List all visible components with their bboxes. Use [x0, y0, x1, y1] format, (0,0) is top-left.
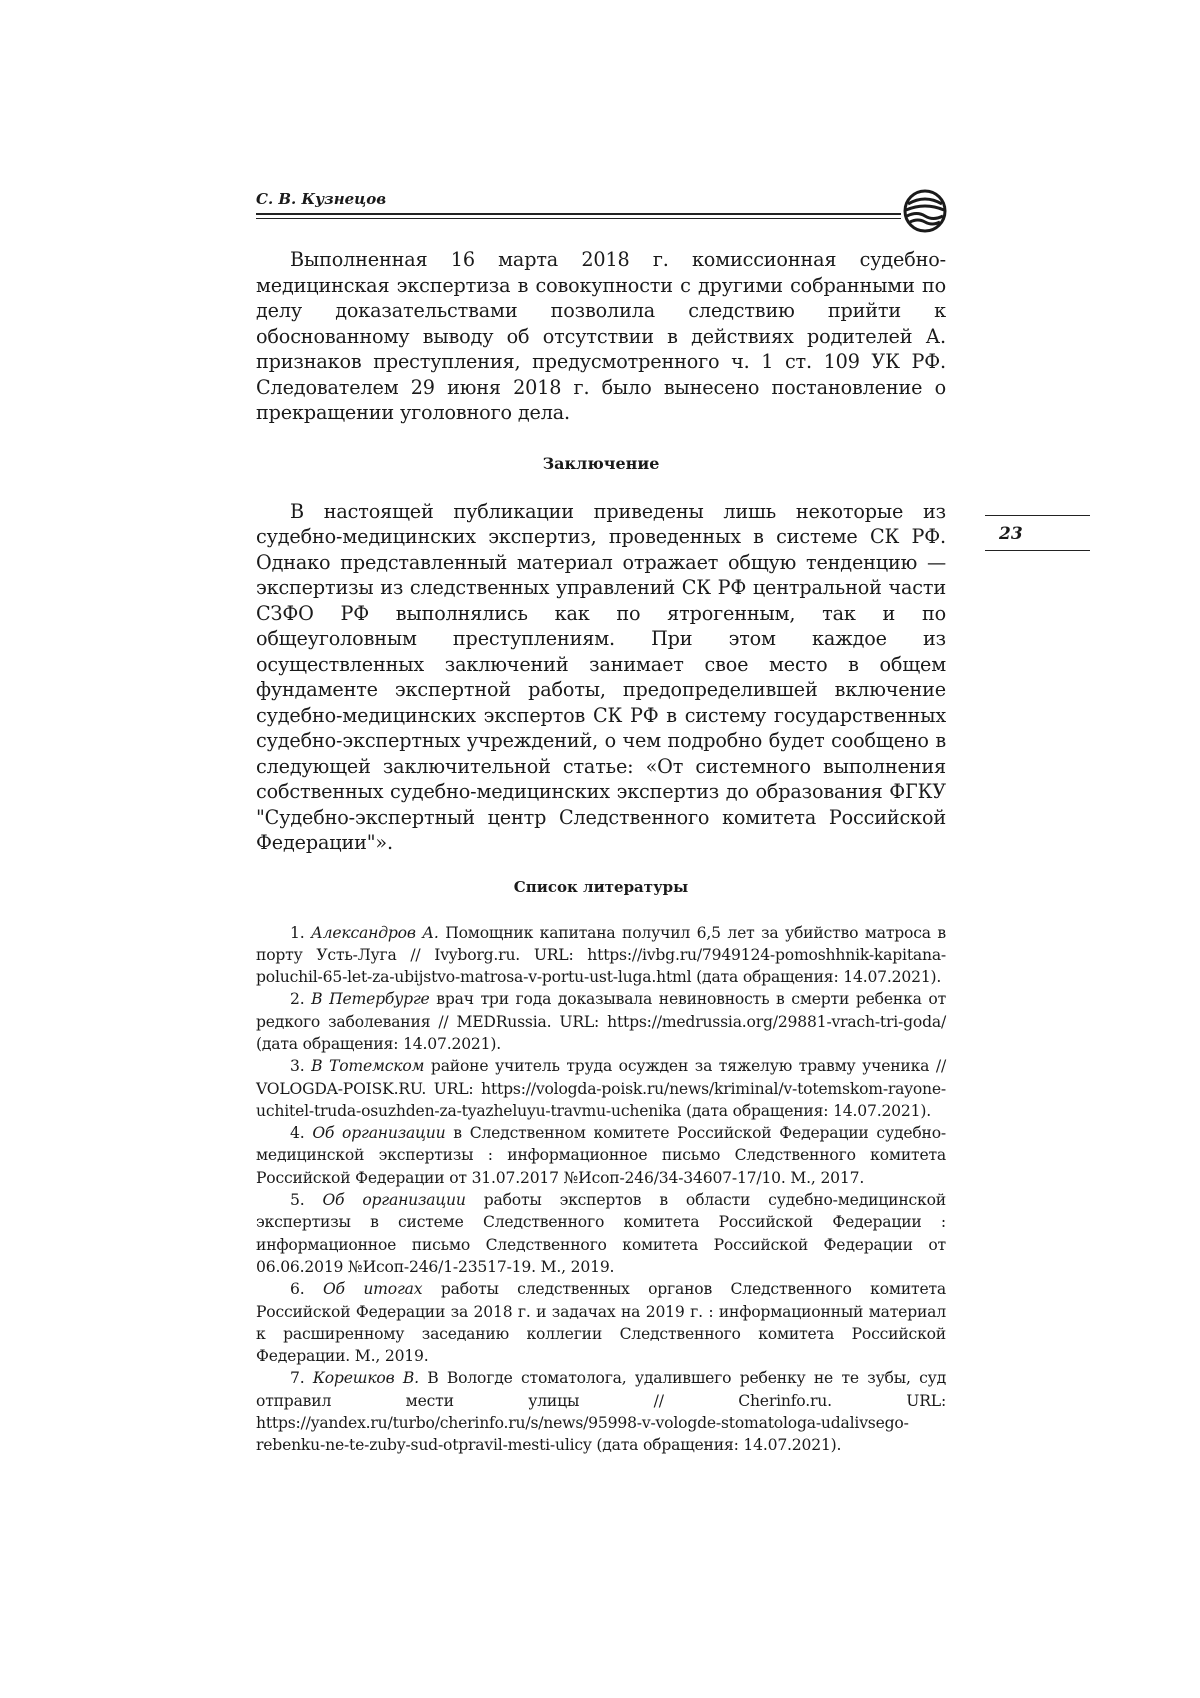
reference-list	[256, 922, 946, 1457]
reference-number: 2.	[290, 990, 305, 1009]
reference-author: В Петербурге	[311, 990, 430, 1009]
reference-item	[256, 988, 946, 1055]
article-body	[256, 247, 946, 1457]
reference-number: 6.	[290, 1280, 305, 1299]
reference-text: Помощник капитана получил 6,5 лет за убийство матроса в порту Усть-Луга // Ivyborg.ru. URL: https://ivbg.ru/7949124-pomoshhnik-kapitana-poluchil-65-let-za-ubijstvo-matrosa-v-portu-ust-luga.html (дата обращения: 14.07.2021).	[256, 923, 946, 987]
reference-text: врач три года доказывала невиновность в смерти ребенка от редкого заболевания // MEDRussia. URL: https://medrussia.org/29881-vrach-tri-goda/ (дата обращения: 14.07.2021).	[256, 990, 947, 1053]
page-number-box	[985, 515, 1090, 551]
running-header-author: С. В. Кузнецов	[256, 190, 387, 208]
reference-text: работы следственных органов Следственного комитета Российской Федерации за 2018 г. и задачах на 2019 г. : информационный материал к расширенному заседанию коллегии Следственного комитета Российской Федерации. М., 2019.	[256, 1280, 947, 1366]
reference-item	[256, 1367, 946, 1456]
reference-item	[256, 1189, 946, 1278]
page-number-rule-bottom	[985, 550, 1090, 551]
reference-number: 4.	[290, 1124, 305, 1143]
reference-item	[256, 1055, 946, 1122]
reference-text: в Следственном комитете Российской Федерации судебно-медицинской экспертизы : информационное письмо Следственного комитета Российской Федерации от 31.07.2017 №Исоп-246/34-34607-17/10. М., 2017.	[256, 1124, 946, 1187]
reference-author: Корешков В.	[312, 1369, 419, 1388]
reference-item	[256, 1122, 946, 1189]
reference-item	[256, 1278, 946, 1367]
header-rule-thick	[256, 213, 901, 215]
reference-number: 5.	[290, 1191, 305, 1210]
header-rule-thin	[256, 218, 901, 219]
reference-text: районе учитель труда осужден за тяжелую травму ученика // VOLOGDA-POISK.RU. URL: https://vologda-poisk.ru/news/kriminal/v-totemskom-rayone-uchitel-truda-osuzhden-za-tyazheluyu-travmu-uchenika (дата обращения: 14.07.2021).	[256, 1057, 947, 1120]
reference-author: Об организации	[312, 1124, 446, 1143]
reference-text: В Вологде стоматолога, удалившего ребенку не те зубы, суд отправил мести улицы // Cherinfo.ru. URL: https://yandex.ru/turbo/cherinfo.ru/s/news/95998-v-vologde-stomatologa-udalivsego-rebenku-ne-te-zuby-sud-otpravil-mesti-ulicy (дата обращения: 14.07.2021).	[256, 1369, 946, 1455]
section-title-references: Список литературы	[513, 877, 689, 896]
body-paragraph-2: В настоящей публикации приведены лишь некоторые из судебно-медицинских экспертиз, проведенных в системе СК РФ. Однако представленный материал отражает общую тенденцию — экспертизы из следственных управлений СК РФ центральной части СЗФО РФ выполнялись как по ятрогенным, так и по общеуголовным преступлениям. При этом каждое из осуществленных заключений занимает свое место в общем фундаменте экспертной работы, предопределившей включение судебно-медицинских экспертов СК РФ в систему государственных судебно-экспертных учреждений, о чем подробно будет сообщено в следующей заключительной статье: «От системного выполнения собственных судебно-медицинских экспертиз до образования ФГКУ "Судебно-экспертный центр Следственного комитета Российской Федерации"».	[256, 499, 946, 854]
reference-item	[256, 922, 946, 989]
reference-number: 3.	[290, 1057, 305, 1076]
reference-author: В Тотемском	[311, 1057, 425, 1076]
reference-author: Об организации	[322, 1191, 466, 1210]
body-paragraph-1: Выполненная 16 марта 2018 г. комиссионная судебно-медицинская экспертиза в совокупности с другими собранными по делу доказательствами позволила следствию прийти к обоснованному выводу об отсутствии в действиях родителей А. признаков преступления, предусмотренного ч. 1 ст. 109 УК РФ. Следователем 29 июня 2018 г. было вынесено постановление о прекращении уголовного дела.	[256, 248, 946, 424]
reference-text: работы экспертов в области судебно-медицинской экспертизы в системе Следственного комитета Российской Федерации : информационное письмо Следственного комитета Российской Федерации от 06.06.2019 №Исоп-246/1-23517-19. М., 2019.	[256, 1191, 946, 1276]
journal-logo-icon	[902, 188, 948, 234]
reference-author: Об итогах	[322, 1280, 423, 1299]
reference-number: 1.	[290, 923, 305, 942]
section-title-conclusion: Заключение	[542, 453, 660, 473]
reference-author: Александров А.	[311, 923, 439, 942]
page-number: 23	[999, 524, 1023, 544]
reference-number: 7.	[290, 1369, 305, 1388]
